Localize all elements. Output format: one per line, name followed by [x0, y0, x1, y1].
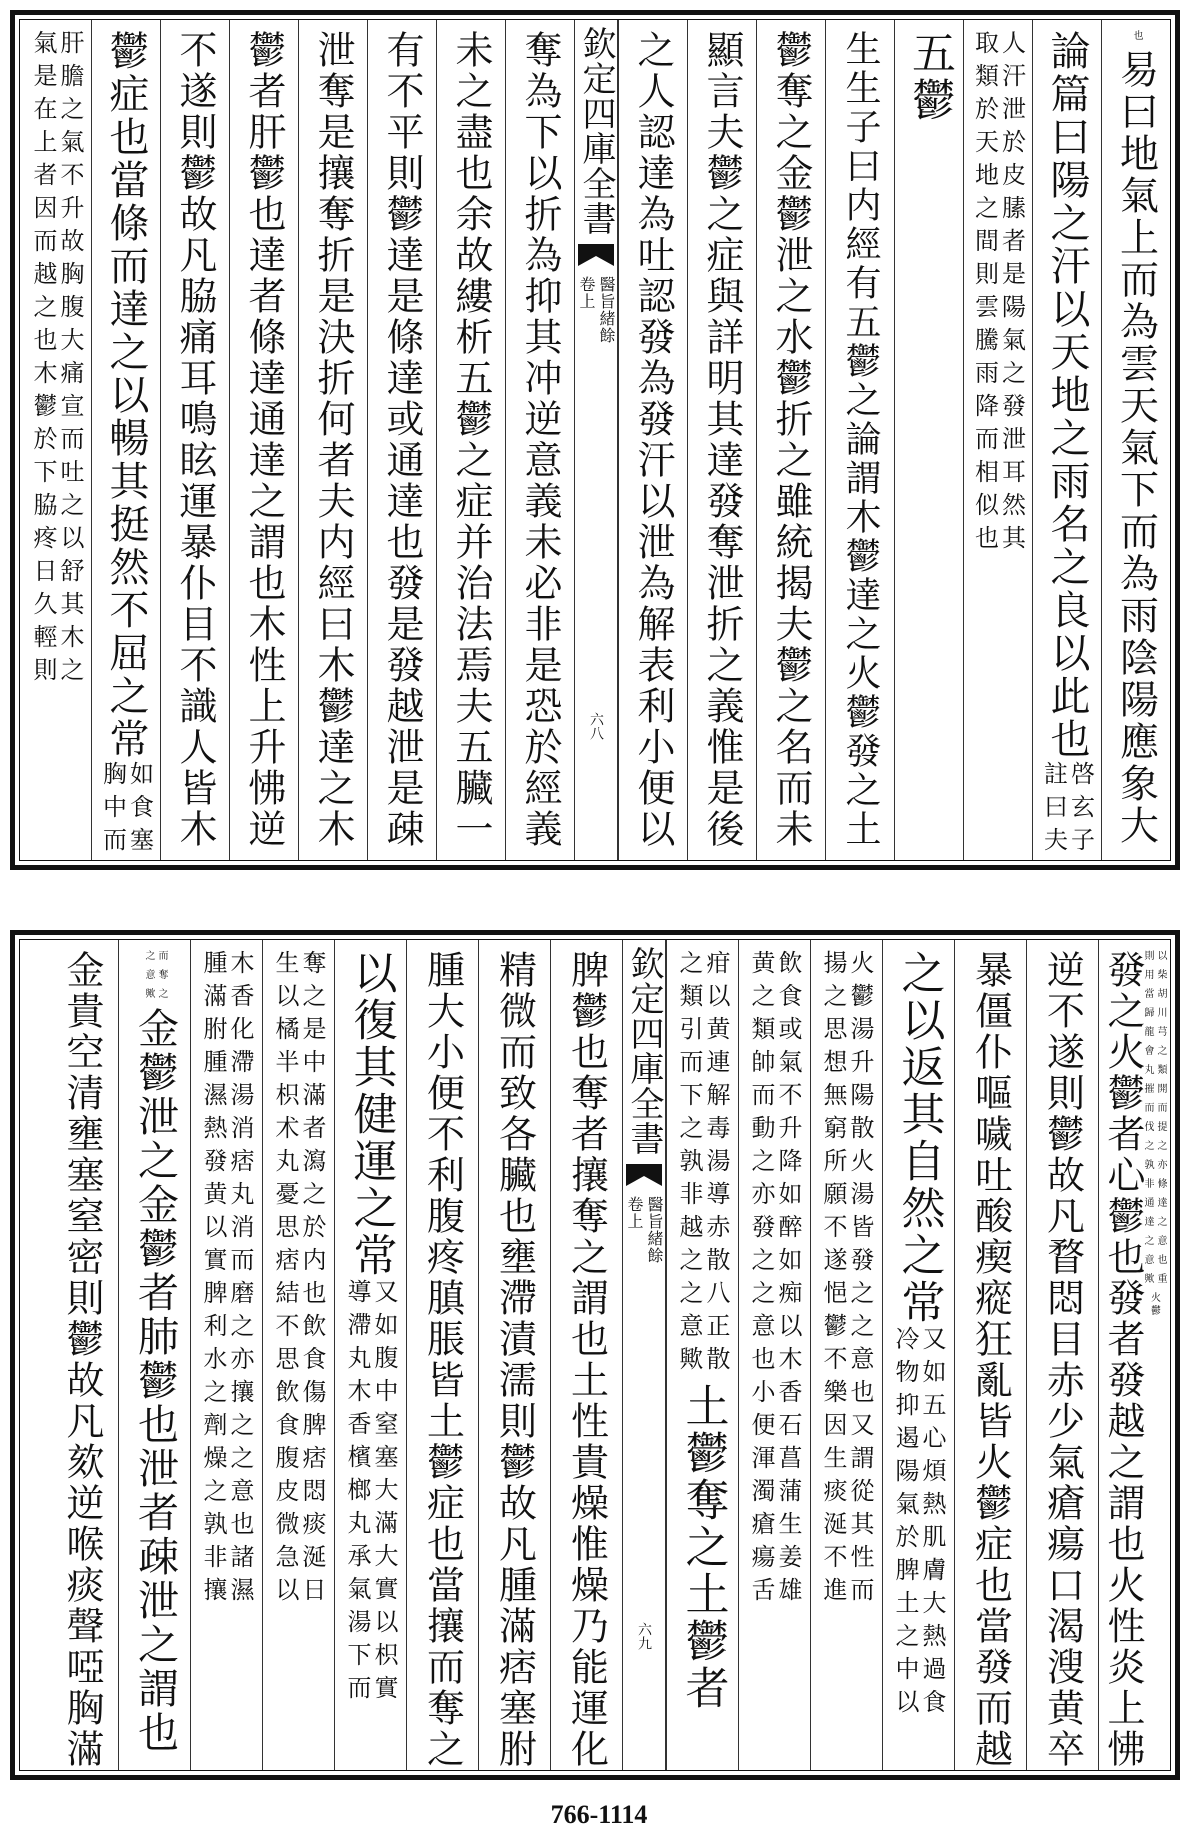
folio-number: 六九 — [636, 1622, 652, 1650]
annotation-right-line: 人汗泄於皮膆者是陽氣之發泄耳然其 — [997, 30, 1026, 558]
annotation-right-line: 而奪之 — [156, 950, 167, 1007]
text-column — [367, 20, 436, 860]
text-column — [810, 940, 882, 1770]
main-text: 金貴空清壅塞窒密則鬱故凡欬逆喉痰聲啞胸滿 — [60, 950, 104, 1770]
annotation-pair — [970, 30, 1026, 558]
text-column — [262, 940, 334, 1770]
note-block — [677, 950, 728, 1770]
annotation-pair — [677, 950, 728, 1379]
note-block — [749, 950, 800, 1770]
mixed-block — [1113, 30, 1159, 860]
text-column — [478, 940, 550, 1770]
text-column — [1098, 940, 1170, 1770]
volume-label: 卷上 — [577, 276, 596, 310]
text-column — [618, 20, 687, 860]
main-text: 論篇曰陽之汗以天地之雨名之良以此也 — [1044, 30, 1090, 761]
text-column — [46, 940, 118, 1770]
annotation-left-line: 腫滿胕腫濕熱發黄以實脾利水之劑燥之孰非攘 — [199, 950, 227, 1610]
mixed-block — [173, 30, 217, 860]
annotation-left-line: 則用當歸龍會丸摧而伐之孰非通達之意歟 — [1142, 950, 1153, 1292]
main-text: 以復其健運之常 — [345, 950, 397, 1279]
annotation-right-line: 木香化滯湯消痞丸消而磨之亦攘之之意也諸濕 — [226, 950, 254, 1610]
text-column — [436, 20, 505, 860]
main-text: 顯言夫鬱之症與詳明其達發奪泄折之義惟是後 — [700, 30, 744, 850]
annotation-left-line: 導滯丸木香檳榔丸承氣湯下而 — [343, 1279, 371, 1708]
mixed-block — [1039, 30, 1095, 860]
note-block — [273, 950, 324, 1770]
book-title: 欽定四庫全書 — [576, 26, 616, 236]
text-column — [298, 20, 367, 860]
main-text: 生生子曰内經有五鬱之論謂木鬱達之火鬱發之土 — [840, 30, 881, 849]
annotation-right-line: 疳以黄連解毒湯導赤散八正散 — [702, 950, 730, 1379]
text-column — [406, 940, 478, 1770]
annotation-left-line: 之意歟 — [143, 950, 154, 1007]
work-title: 醫旨緒餘 — [597, 276, 616, 344]
folio-number: 六八 — [588, 712, 604, 740]
text-column — [687, 20, 756, 860]
mixed-block — [98, 30, 154, 860]
text-column — [963, 20, 1032, 860]
annotation-pair — [143, 950, 166, 1007]
text-column — [1101, 20, 1170, 860]
work-title: 醫旨緒餘 — [645, 1196, 664, 1264]
annotation-left-line: 黄之類帥而動之亦發之之意也小便渾濁瘡瘍舌 — [747, 950, 775, 1610]
text-column — [756, 20, 825, 860]
mixed-block — [131, 950, 179, 1770]
text-column — [118, 940, 190, 1770]
main-text: 未之盡也余故縷析五鬱之症并治法焉夫五臟一 — [449, 30, 493, 850]
text-column — [22, 20, 91, 860]
text-column — [190, 940, 262, 1770]
annotation-pair — [31, 30, 82, 690]
main-text: 精微而致各臟也壅滯漬濡則鬱故凡腫滿痞塞胕 — [492, 950, 537, 1770]
annotation-left-line: 之類引而下之孰非越之之意歟 — [675, 950, 703, 1379]
main-text: 鬱奪之金鬱泄之水鬱折之雖統揭夫鬱之名而未 — [769, 30, 813, 850]
main-text: 不遂則鬱故凡脇痛耳鳴眩運暴仆目不識人皆木 — [173, 30, 217, 850]
main-text: 之人認達為吐認發為發汗以泄為解表利小便以 — [631, 30, 675, 850]
annotation-left-line: 取類於天地之間則雲騰雨降而相似也 — [970, 30, 999, 558]
annotation-left-line: 冷物抑遏陽氣於脾土之中以 — [891, 1326, 919, 1722]
annotation-right-line: 又如腹中窒塞大滿大實以枳實 — [370, 1279, 398, 1708]
spine-subtitle — [578, 276, 614, 344]
annotation-pair — [201, 950, 252, 1610]
text-column — [160, 20, 229, 860]
bottom-page-frame — [19, 939, 1171, 1771]
text-column — [666, 940, 738, 1770]
note-block — [970, 30, 1026, 860]
annotation-right-line: 啓玄子 — [1066, 761, 1095, 860]
book-title: 欽定四庫全書 — [624, 946, 664, 1156]
main-text: 易曰地氣上而為雲天氣下而為雨陰陽應象大 — [1113, 49, 1159, 847]
annotation-left-line: 胸中而 — [98, 761, 127, 860]
annotation-left-line: 氣是在上者因而越之也木鬱於下脇疼日久輕則 — [29, 30, 57, 690]
column-split — [1142, 950, 1165, 1770]
main-text: 逆不遂則鬱故凡瞀悶目赤少氣瘡瘍口渴溲黄卒 — [1040, 950, 1085, 1770]
bottom-book-page — [10, 930, 1180, 1780]
spine-subtitle — [626, 1196, 662, 1264]
annotation-right-line: 飲食或氣不升降如醉如痴以木香石菖蒲生姜雄 — [774, 950, 802, 1610]
page-number-footer: 766-1114 — [550, 1800, 648, 1829]
annotation-right-line: 肝膽之氣不升故胸腹大痛宣而吐之以舒其木之 — [56, 30, 84, 690]
annotation-pair — [893, 1326, 944, 1722]
main-text: 有不平則鬱達是條達或通達也發是發越泄是疎 — [380, 30, 424, 850]
text-column — [1032, 20, 1101, 860]
volume-label: 卷上 — [625, 1196, 644, 1230]
annotation-head: 也 — [1131, 30, 1142, 49]
note-block — [201, 950, 252, 1770]
text-column — [229, 20, 298, 860]
main-text: 暴僵仆嘔噦吐酸瘈瘲狂亂皆火鬱症也當發而越 — [968, 950, 1013, 1770]
text-column — [91, 20, 160, 860]
book-spine — [574, 20, 618, 860]
main-text: 之以返其自然之常 — [893, 950, 945, 1326]
annotation-right-line: 如食塞 — [125, 761, 154, 860]
book-spine — [622, 940, 666, 1770]
text-column — [334, 940, 406, 1770]
annotation-pair — [273, 950, 324, 1610]
section-heading: 五鬱 — [904, 30, 955, 124]
text-column — [1026, 940, 1098, 1770]
text-column — [825, 20, 894, 860]
annotation-right-line: 以柴胡川芎之類開而提之亦條達之意也重 — [1155, 950, 1166, 1292]
text-column — [505, 20, 574, 860]
annotation-left-line: 揚之思想無窮所願不遂悒鬱不樂因生痰涎不進 — [819, 950, 847, 1610]
main-text: 鬱者肝鬱也達者條達通達之謂也木性上升怫逆 — [242, 30, 286, 850]
annotation-pair — [821, 950, 872, 1610]
text-column — [894, 20, 963, 860]
annotation-pair — [1039, 761, 1095, 860]
annotation-left-line: 生以橘半枳术丸憂思痞結不思飲食腹皮微急以 — [271, 950, 299, 1610]
text-column — [882, 940, 954, 1770]
annotation-right-line: 又如五心煩熱肌膚大熱過食 — [918, 1326, 946, 1722]
annotation-pair — [345, 1279, 396, 1708]
annotation-pair — [98, 761, 154, 860]
note-block — [821, 950, 872, 1770]
fishtail-mark-icon — [625, 1162, 663, 1188]
main-text: 金鬱泄之金鬱者肺鬱也泄者疎泄之謂也 — [131, 1007, 179, 1755]
main-text: 奪為下以折為抑其冲逆意義未必非是恐於經義 — [518, 30, 562, 850]
mixed-block — [893, 950, 944, 1770]
annotation-right-line: 火鬱湯升陽散火湯皆發之之意也又謂從其性而 — [846, 950, 874, 1610]
annotation-pair — [1142, 950, 1165, 1292]
main-text: 脾鬱也奪者攘奪之謂也土性貴燥惟燥乃能運化 — [564, 950, 609, 1770]
main-text: 泄奪是攘奪折是決折何者夫内經曰木鬱達之木 — [311, 30, 355, 850]
mixed-block — [1142, 950, 1165, 1770]
annotation-right-line: 奪之是中滿者瀉之於内也飲食傷脾痞悶痰涎日 — [298, 950, 326, 1610]
text-column — [738, 940, 810, 1770]
annotation-pair — [749, 950, 800, 1610]
main-text: 發之火鬱者心鬱也發者發越之謂也火性炎上怫 — [1101, 950, 1145, 1770]
mixed-block — [345, 950, 396, 1770]
fishtail-mark-icon — [577, 242, 615, 268]
annotation-left-line: 註曰夫 — [1039, 761, 1068, 860]
text-column — [550, 940, 622, 1770]
main-text: 腫大小便不利腹疼䐜脹皆土鬱症也當攘而奪之 — [420, 950, 465, 1770]
main-text: 鬱症也當條而達之以暢其挺然不屈之常 — [103, 30, 149, 761]
main-text-tail: 火鬱 — [1148, 1292, 1160, 1318]
text-column — [954, 940, 1026, 1770]
note-block — [31, 30, 82, 860]
main-text-tail: 土鬱奪之土鬱者 — [677, 1383, 729, 1712]
top-book-page — [10, 10, 1180, 870]
top-page-frame — [19, 19, 1171, 861]
